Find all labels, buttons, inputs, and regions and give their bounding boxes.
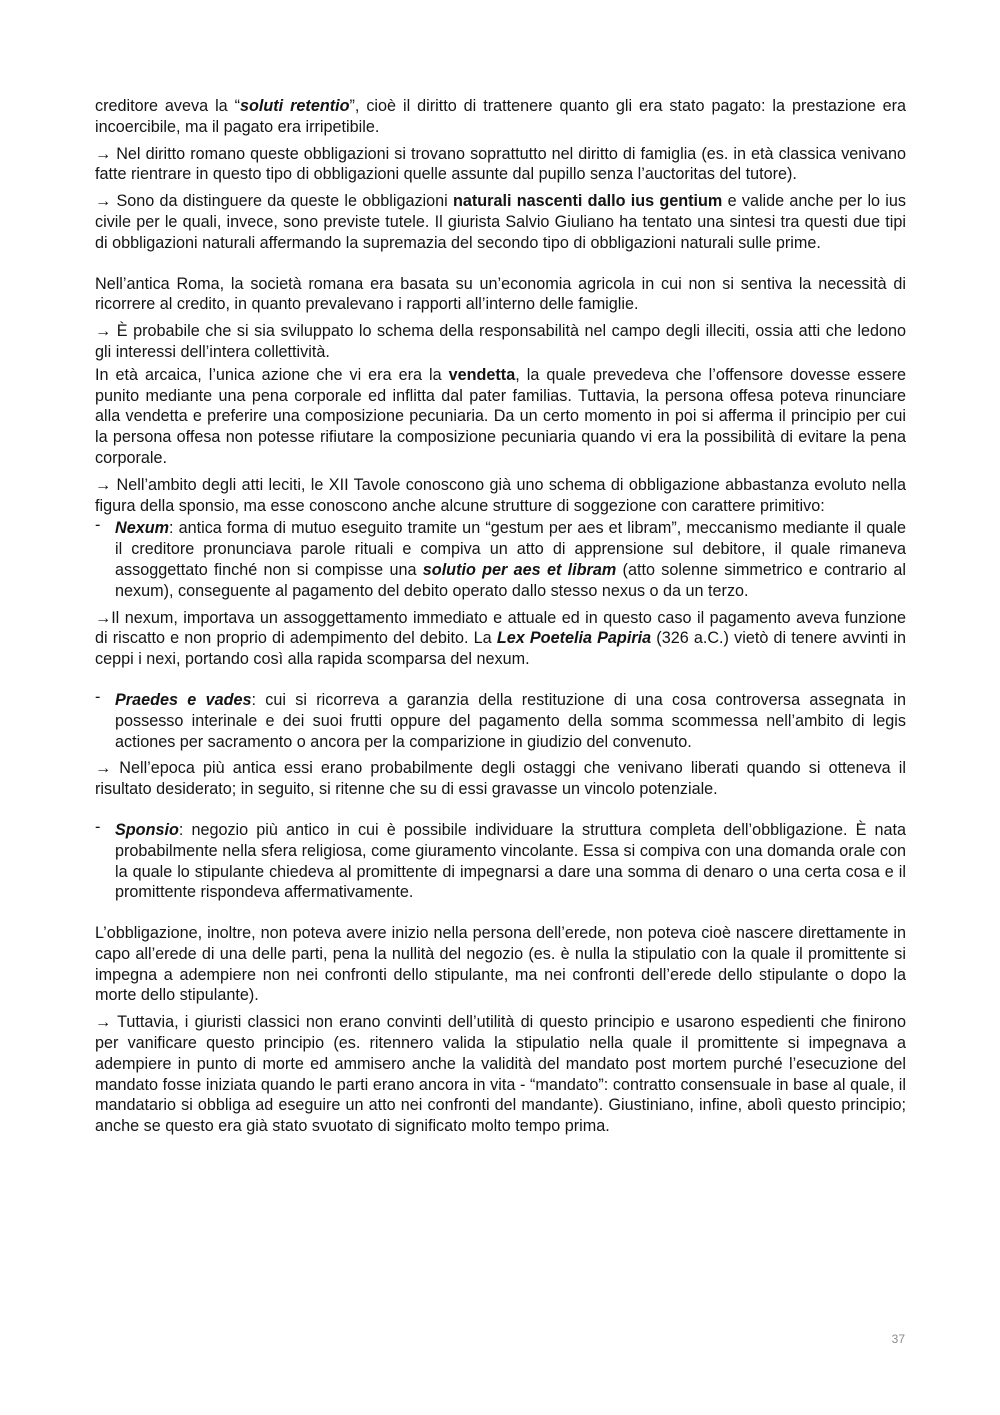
term-sponsio: Sponsio bbox=[115, 820, 179, 839]
paragraph-illeciti: → È probabile che si sia sviluppato lo schema della responsabilità nel campo degli illeciti, ossia atti che ledono gli interessi dell’intera collettività. bbox=[95, 322, 906, 361]
paragraph-ostaggi: → Nell’epoca più antica essi erano probabilmente degli ostaggi che venivano liberati quando si otteneva il risultato desiderato; in seguito, si ritenne che su di essi gravasse un vincolo potenziale. bbox=[95, 759, 906, 799]
term-naturali-ius-gentium: naturali nascenti dallo ius gentium bbox=[453, 192, 723, 211]
term-lex-poetelia: Lex Poetelia Papiria bbox=[496, 629, 652, 648]
list-dash: - bbox=[95, 687, 101, 706]
paragraph-giuristi-classici: → Tuttavia, i giuristi classici non erano convinti dell’utilità di questo principio e usarono espedienti che finirono per vanificare questo principio (es. ritennero valida la stipulatio nella quale il promittente si impegnava a adempiere in punto di morte ed ammisero anche la validità del mandato post mortem purché l’esecuzione del mandato fosse iniziata quando le parti erano ancora in vita - “mandato”: contratto consensuale in base al quale, il mandatario si obbliga ad eseguire un atto nei confronti del mandante). Giustiniano, infine, abolì questo principio; anche se questo era già stato svuotato di significato molto tempo prima. bbox=[95, 1013, 906, 1136]
term-soluti-retentio: soluti retentio bbox=[240, 97, 350, 115]
paragraph-nexum-effetti: →Il nexum, importava un assoggettamento immediato e attuale ed in questo caso il pagamento aveva funzione di riscatto e non proprio di adempimento del debito. La Lex Poetelia Papiria (326 a.C.) vietò di tenere avvinti in ceppi i nexi, portando così alla rapida scomparsa del nexum. bbox=[95, 608, 906, 669]
list-item-praedes-vades: - Praedes e vades: cui si ricorreva a garanzia della restituzione di una cosa controversa assegnata in possesso interinale e dei suoi frutti oppure del pagamento della somma scommessa nell’ambito di legis actiones per sacramento o ancora per la comparizione in giudizio del convenuto. bbox=[95, 687, 906, 751]
paragraph-vendetta: In età arcaica, l’unica azione che vi era era la vendetta, la quale prevedeva che l’offensore dovesse essere punito mediante una pena corporale ed inflitta dal pater familias. Tuttavia, la persona offesa poteva rinunciare alla vendetta e preferire una composizione pecuniaria. Da un certo momento in poi si afferma il principio per cui la persona offesa non potesse rifiutare la composizione pecuniaria quando vi era la possibilità di evitare la pena corporale. bbox=[95, 365, 906, 467]
list-dash: - bbox=[95, 516, 101, 535]
paragraph-antica-roma: Nell’antica Roma, la società romana era basata su un’economia agricola in cui non si sentiva la necessità di ricorrere al credito, in quanto prevalevano i rapporti all’interno delle famiglie. bbox=[95, 274, 906, 314]
term-praedes-vades: Praedes e vades bbox=[115, 690, 252, 709]
list-item-sponsio: - Sponsio: negozio più antico in cui è possibile individuare la struttura completa dell’obbligazione. È nata probabilmente nella sfera religiosa, come giuramento vincolante. Essa si compiva con una domanda orale con la quale lo stipulante chiedeva al promittente di impegnarsi a dare una somma di denaro o una certa cosa e il promittente rispondeva affermativamente. bbox=[95, 817, 906, 902]
document-body bbox=[95, 96, 906, 1137]
term-solutio: solutio per aes et libram bbox=[422, 560, 617, 579]
paragraph-soluti-retentio: creditore aveva la “soluti retentio”, cioè il diritto di trattenere quanto gli era stato pagato: la prestazione era incoercibile, ma il pagato era irripetibile. bbox=[95, 97, 906, 136]
paragraph-atti-leciti: → Nell’ambito degli atti leciti, le XII Tavole conoscono già uno schema di obbligazione abbastanza evoluto nella figura della sponsio, ma esse conoscono anche alcune strutture di soggezione con carattere primitivo: bbox=[95, 475, 906, 515]
term-vendetta: vendetta bbox=[448, 365, 516, 384]
page-number: 37 bbox=[891, 1332, 905, 1346]
paragraph-diritto-famiglia: → Nel diritto romano queste obbligazioni si trovano soprattutto nel diritto di famiglia (es. in età classica venivano fatte rientrare in questo tipo di obbligazioni quelle assunte dal pupillo senza l’auctoritas del tutore). bbox=[95, 144, 906, 184]
term-nexum: Nexum bbox=[115, 519, 169, 538]
paragraph-erede: L’obbligazione, inoltre, non poteva avere inizio nella persona dell’erede, non poteva cioè nascere direttamente in capo all’erede di una delle parti, pena la nullità del negozio (es. è nulla la stipulatio con la quale il promittente si impegna a adempiere non nei confronti dello stipulante, ma nei confronti dell’erede dello stipulante o dopo la morte dello stipulante). bbox=[95, 924, 906, 1005]
list-item-nexum: - Nexum: antica forma di mutuo eseguito tramite un “gestum per aes et libram”, meccanismo mediante il quale il creditore pronunciava parole rituali e compiva un atto di apprensione sul debitore, il quale rimaneva assoggettato finché non si compisse una solutio per aes et libram (atto solenne simmetrico e contrario al nexum), conseguente al pagamento del debito operato dallo stesso nexus o da un terzo. bbox=[95, 516, 906, 600]
list-dash: - bbox=[95, 817, 101, 836]
paragraph-ius-gentium: → Sono da distinguere da queste le obbligazioni naturali nascenti dallo ius gentium e valide anche per lo ius civile per le quali, invece, sono previste tutele. Il giurista Salvio Giuliano ha tentato una sintesi tra questi due tipi di obbligazioni naturali affermando la supremazia del secondo tipo di obbligazioni naturali sulle prime. bbox=[95, 192, 907, 252]
